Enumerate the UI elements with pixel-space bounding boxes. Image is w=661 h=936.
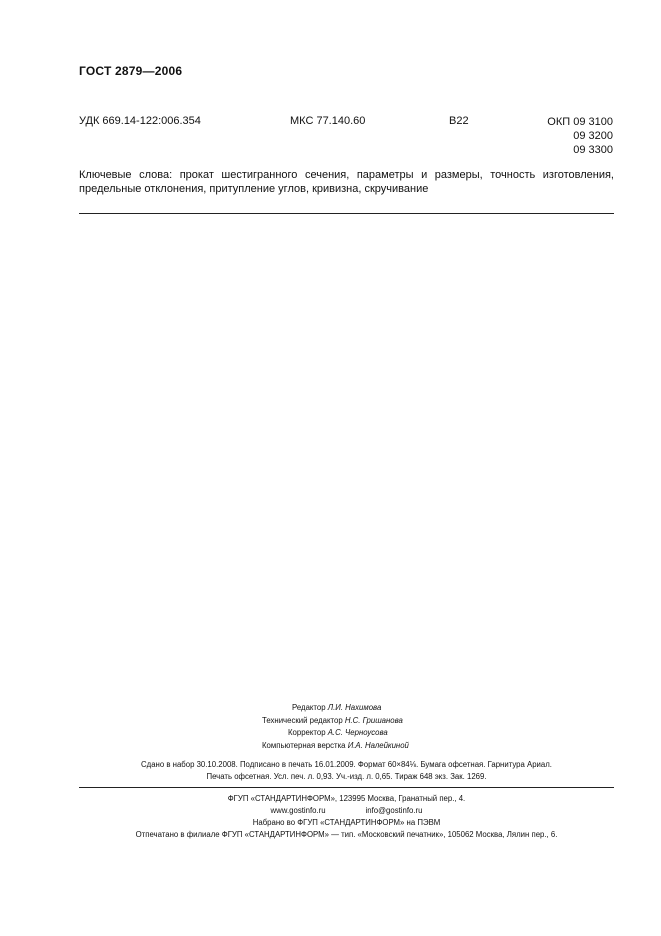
divider-bottom [79,787,614,788]
divider-top [79,213,614,214]
credit-label: Компьютерная верстка [262,740,346,750]
credit-person: И.А. Налейкиной [347,740,409,750]
publisher-email: info@gostinfo.ru [365,806,423,815]
credit-layout [262,740,409,753]
credit-label: Корректор [288,728,326,737]
okp-code-line: ОКП 09 3100 [547,116,613,128]
standard-number-header: ГОСТ 2879—2006 [79,64,183,78]
print-info-line-2: Печать офсетная. Усл. печ. л. 0,93. Уч.-изд. л. 0,65. Тираж 648 экз. Зак. 1269. [206,772,487,781]
okp-codes [547,115,613,157]
credit-label: Технический редактор [262,715,343,725]
printing-note: Отпечатано в филиале ФГУП «СТАНДАРТИНФОРМ» — тип. «Московский печатник», 105062 Москва, Лялин пер., 6. [135,830,558,839]
publisher-website: www.gostinfo.ru [270,806,326,815]
credit-label: Редактор [292,703,326,712]
credits-block [262,702,409,752]
credit-tech-editor [262,715,409,728]
group-code: В22 [449,115,469,127]
keywords-paragraph: Ключевые слова: прокат шестигранного сечения, параметры и размеры, точность изготовления, предельные отклонения, притупление углов, кривизна, скручивание [79,169,614,195]
publisher-contacts [79,806,614,815]
credit-person: А.С. Черноусова [327,728,388,737]
publisher-address: ФГУП «СТАНДАРТИНФОРМ», 123995 Москва, Гранатный пер., 4. [227,794,466,803]
credit-editor [262,702,409,715]
print-info-line-1: Сдано в набор 30.10.2008. Подписано в печать 16.01.2009. Формат 60×84⅛. Бумага офсетная. Гарнитура Ариал. [141,760,552,769]
typeset-note: Набрано во ФГУП «СТАНДАРТИНФОРМ» на ПЭВМ [252,818,441,827]
udk-code: УДК 669.14-122:006.354 [79,115,201,127]
okp-code-line: 09 3300 [573,144,613,156]
credit-corrector [262,727,409,740]
okp-code-line: 09 3200 [573,130,613,142]
credit-person: Н.С. Гришанова [344,715,403,725]
mks-code: МКС 77.140.60 [290,115,366,127]
credit-person: Л.И. Нахимова [327,703,382,712]
